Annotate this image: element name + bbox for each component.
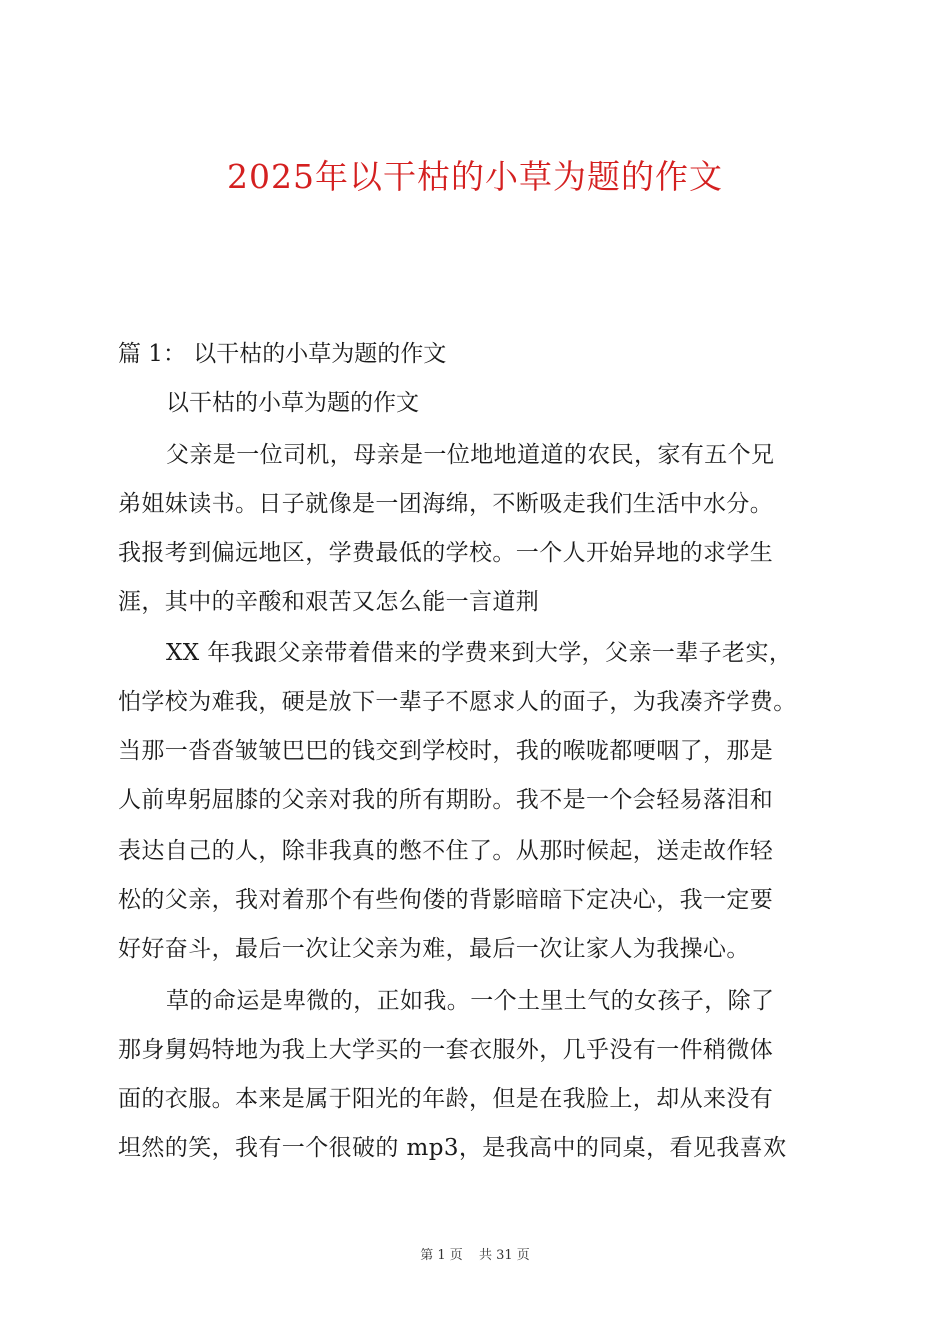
page-footer [0,1246,950,1266]
body-line: 那身舅妈特地为我上大学买的一套衣服外，几乎没有一件稍微体 [118,1037,774,1063]
body-line: 坦然的笑，我有一个很破的 mp3，是我高中的同桌，看见我喜欢 [118,1135,787,1161]
essay-subtitle: 以干枯的小草为题的作文 [166,390,419,416]
body-line: 弟姐妹读书。日子就像是一团海绵，不断吸走我们生活中水分。 [118,491,774,517]
body-line: 好好奋斗，最后一次让父亲为难，最后一次让家人为我操心。 [118,936,750,962]
page-total: 共 31 页 [478,1248,530,1263]
body-line: 父亲是一位司机，母亲是一位地地道道的农民，家有五个兄 [166,442,775,468]
body-line: 面的衣服。本来是属于阳光的年龄，但是在我脸上，却从来没有 [118,1086,774,1112]
page-number: 第 1 页 [420,1248,463,1263]
body-line: 怕学校为难我，硬是放下一辈子不愿求人的面子，为我凑齐学费。 [118,689,797,715]
page-title: 2025年以干枯的小草为题的作文 [227,157,723,196]
body-line: 我报考到偏远地区，学费最低的学校。一个人开始异地的求学生 [118,540,774,566]
body-line: XX 年我跟父亲带着借来的学费来到大学，父亲一辈子老实， [166,640,793,666]
body-line: 表达自己的人，除非我真的憋不住了。从那时候起，送走故作轻 [118,838,774,864]
body-line: 当那一沓沓皱皱巴巴的钱交到学校时，我的喉咙都哽咽了，那是 [118,738,774,764]
body-line: 松的父亲，我对着那个有些佝偻的背影暗暗下定决心，我一定要 [118,887,774,913]
body-line: 人前卑躬屈膝的父亲对我的所有期盼。我不是一个会轻易落泪和 [118,787,774,813]
body-line: 涯，其中的辛酸和艰苦又怎么能一言道荆 [118,589,540,615]
body-line: 草的命运是卑微的，正如我。一个土里土气的女孩子，除了 [166,988,775,1014]
section-heading: 篇 1： 以干枯的小草为题的作文 [118,341,447,367]
